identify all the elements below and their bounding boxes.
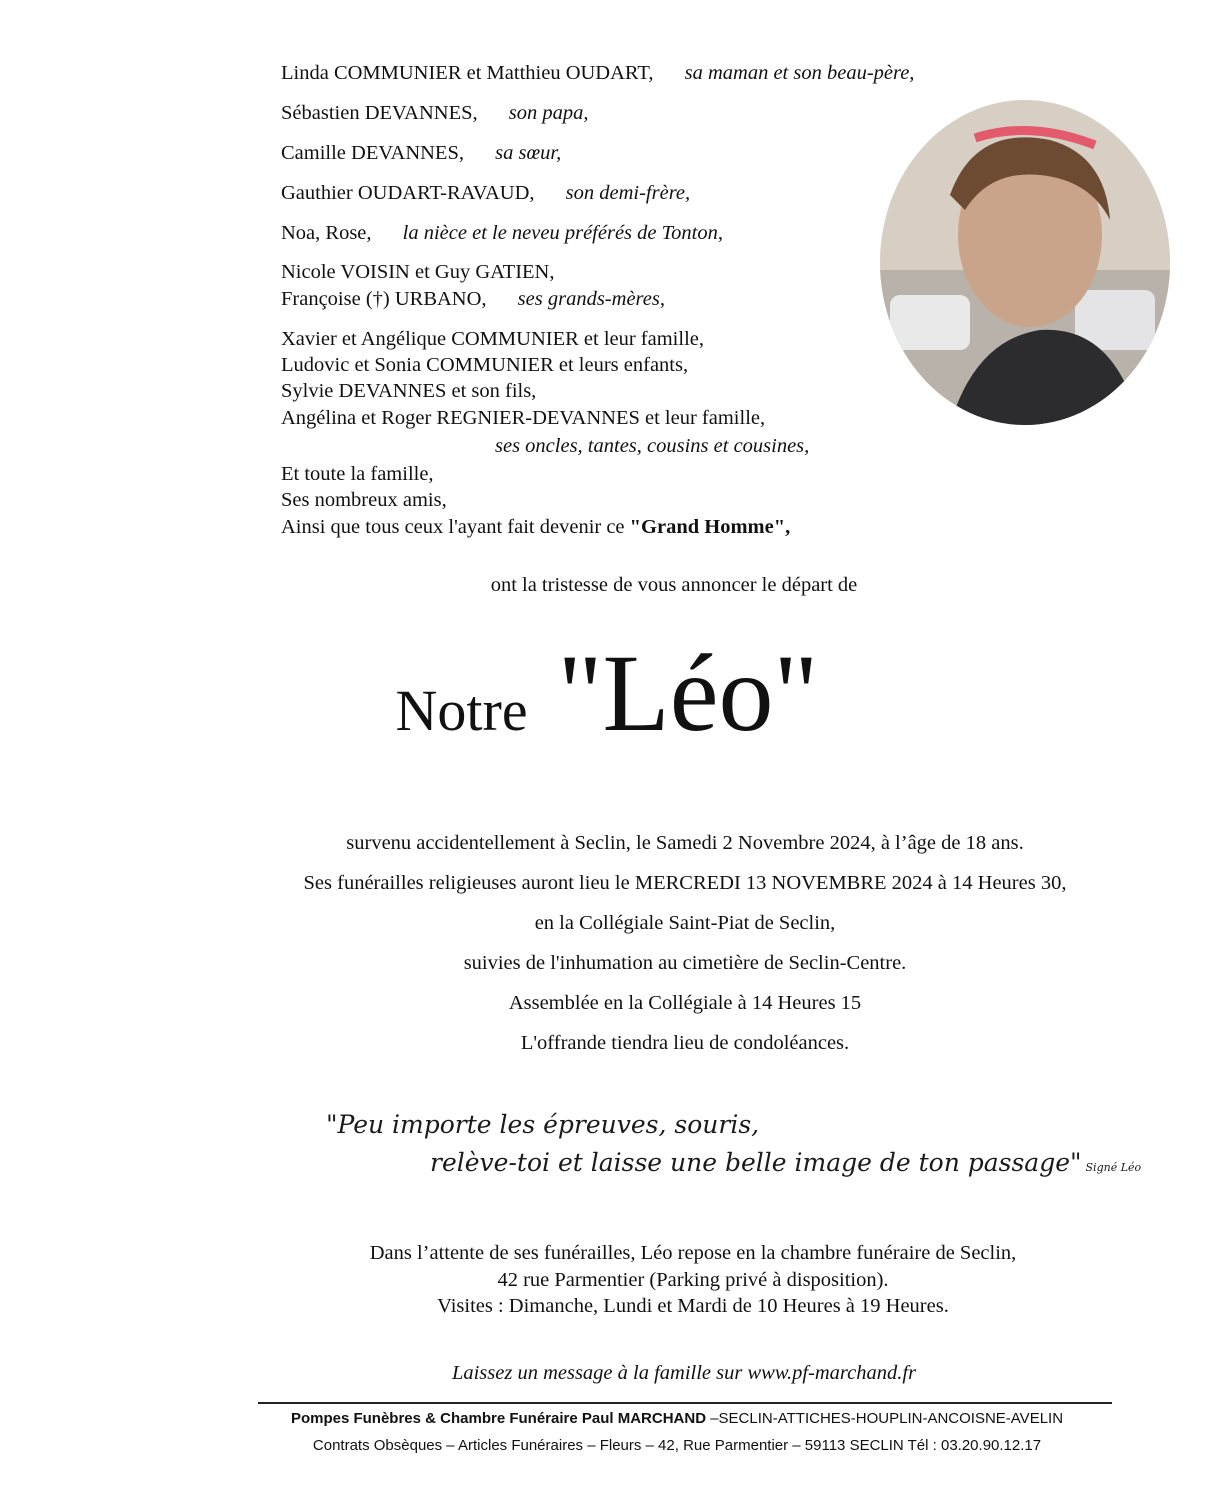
footer-line-2: Contrats Obsèques – Articles Funéraires – Fleurs – 42, Rue Parmentier – 59113 SECLIN Tél : 03.20.90.12.17 [312, 1437, 1042, 1454]
quote-text: relève-toi et laisse une belle image de ton passage" [430, 1148, 1082, 1177]
title-word-leo: "Léo" [557, 632, 819, 754]
repose-line-2: 42 rue Parmentier (Parking privé à disposition). [497, 1269, 889, 1291]
family-line-7c [281, 378, 536, 404]
title-word-notre: Notre [395, 678, 528, 743]
family-names: Xavier et Angélique COMMUNIER et leur famille, [281, 328, 704, 350]
footer-company: Pompes Funèbres & Chambre Funéraire Paul MARCHAND [290, 1410, 707, 1427]
deceased-title [0, 630, 1214, 757]
family-names: Sylvie DEVANNES et son fils, [281, 380, 537, 402]
family-names: Linda COMMUNIER et Matthieu OUDART, [281, 62, 654, 84]
family-relation: son papa, [508, 102, 589, 124]
detail-line-5: Assemblée en la Collégiale à 14 Heures 15 [508, 992, 862, 1014]
family-line-7b [281, 352, 688, 378]
family-line-5 [281, 220, 723, 246]
repose-line-1: Dans l’attente de ses funérailles, Léo repose en la chambre funéraire de Seclin, [369, 1242, 1017, 1264]
family-names: Camille DEVANNES, [281, 142, 464, 164]
family-line-1 [281, 60, 914, 86]
quote-line-1: "Peu importe les épreuves, souris, [326, 1110, 760, 1139]
family-relation: sa sœur, [495, 142, 562, 164]
family-names: Nicole VOISIN et Guy GATIEN, [281, 261, 555, 283]
family-names: Françoise (†) URBANO, [281, 288, 487, 310]
others-line-1: Et toute la famille, [281, 463, 434, 485]
quote-line-2 [430, 1148, 1141, 1177]
detail-line-4: suivies de l'inhumation au cimetière de Seclin-Centre. [463, 952, 907, 974]
family-relation: sa maman et son beau-père, [684, 62, 915, 84]
intro-line: ont la tristesse de vous annoncer le départ de [490, 574, 858, 596]
family-line-2 [281, 100, 589, 126]
detail-line-2: Ses funérailles religieuses auront lieu le MERCREDI 13 NOVEMBRE 2024 à 14 Heures 30, [303, 872, 1067, 894]
portrait-image [880, 100, 1170, 425]
family-names: Ludovic et Sonia COMMUNIER et leurs enfants, [281, 354, 689, 376]
family-line-6b [281, 286, 665, 312]
footer-towns: –SECLIN-ATTICHES-HOUPLIN-ANCOISNE-AVELIN [706, 1410, 1064, 1427]
detail-line-3: en la Collégiale Saint-Piat de Seclin, [534, 912, 836, 934]
detail-line-1: survenu accidentellement à Seclin, le Samedi 2 Novembre 2024, à l’âge de 18 ans. [346, 832, 1024, 854]
quote-signature: Signé Léo [1085, 1161, 1142, 1174]
others-bold: "Grand Homme", [629, 516, 791, 538]
detail-line-6: L'offrande tiendra lieu de condoléances. [520, 1032, 850, 1054]
family-names: Gauthier OUDART-RAVAUD, [281, 182, 535, 204]
family-names: Noa, Rose, [281, 222, 372, 244]
family-relation: son demi-frère, [565, 182, 691, 204]
portrait-photo [880, 100, 1170, 425]
family-line-7a [281, 326, 704, 352]
family-line-3 [281, 140, 561, 166]
family-relation: ses oncles, tantes, cousins et cousines, [495, 435, 810, 457]
family-names: Angélina et Roger REGNIER-DEVANNES et leur famille, [281, 407, 766, 429]
family-relation: la nièce et le neveu préférés de Tonton, [402, 222, 723, 244]
family-line-4 [281, 180, 690, 206]
family-line-7d [281, 405, 765, 431]
footer-divider [258, 1402, 1112, 1404]
family-relation: ses grands-mères, [517, 288, 665, 310]
others-line-2: Ses nombreux amis, [281, 489, 447, 511]
family-line-6a [281, 259, 554, 285]
others-text: Ainsi que tous ceux l'ayant fait devenir ce [281, 516, 630, 538]
others-line-3 [281, 514, 790, 540]
footer-line-1 [70, 1410, 1214, 1427]
family-names: Sébastien DEVANNES, [281, 102, 478, 124]
repose-line-3: Visites : Dimanche, Lundi et Mardi de 10 Heures à 19 Heures. [437, 1295, 949, 1317]
message-line: Laissez un message à la famille sur www.pf-marchand.fr [451, 1362, 917, 1384]
